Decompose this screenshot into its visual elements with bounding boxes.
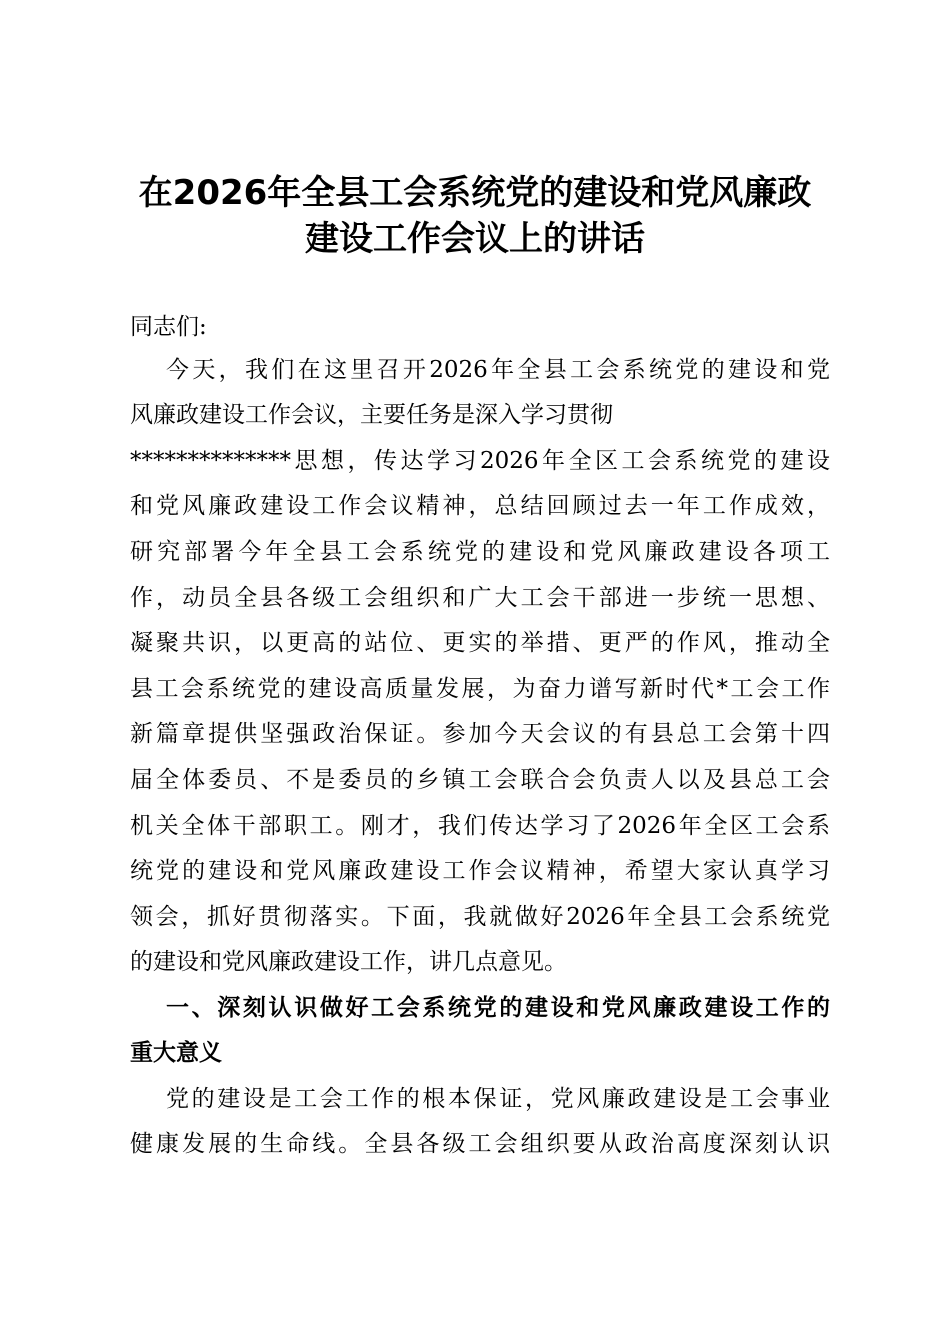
salutation: 同志们:	[130, 314, 207, 340]
paragraph-1-line: 凝聚共识，以更高的站位、更实的举措、更严的作风，推动全	[130, 630, 830, 656]
paragraph-2-line: 健康发展的生命线。全县各级工会组织要从政治高度深刻认识	[130, 1131, 830, 1157]
document-title-line-1: 在2026年全县工会系统党的建设和党风廉政	[138, 173, 812, 213]
paragraph-1-line: 机关全体干部职工。刚才，我们传达学习了2026年全区工会系	[130, 813, 830, 839]
paragraph-1-line: 届全体委员、不是委员的乡镇工会联合会负责人以及县总工会	[130, 767, 830, 793]
paragraph-1-line: 的建设和党风廉政建设工作，讲几点意见。	[130, 949, 567, 975]
paragraph-1-line: 统党的建设和党风廉政建设工作会议精神，希望大家认真学习	[130, 858, 830, 884]
paragraph-1-line: 县工会系统党的建设高质量发展，为奋力谱写新时代*工会工作	[130, 676, 830, 702]
section-heading-1: 重大意义	[130, 1040, 222, 1066]
paragraph-1-line: 和党风廉政建设工作会议精神，总结回顾过去一年工作成效，	[130, 493, 830, 519]
paragraph-1-line: 研究部署今年全县工会系统党的建设和党风廉政建设各项工	[130, 539, 830, 565]
document-title-line-2: 建设工作会议上的讲话	[305, 219, 645, 259]
paragraph-2-line: 党的建设是工会工作的根本保证，党风廉政建设是工会事业	[166, 1086, 830, 1112]
paragraph-1-line: **************思想，传达学习2026年全区工会系统党的建设	[130, 448, 830, 474]
paragraph-1-line: 作，动员全县各级工会组织和广大工会干部进一步统一思想、	[130, 585, 830, 611]
paragraph-1-line: 风廉政建设工作会议，主要任务是深入学习贯彻	[130, 402, 613, 428]
paragraph-1-line: 领会，抓好贯彻落实。下面，我就做好2026年全县工会系统党	[130, 904, 830, 930]
section-heading-1: 一、深刻认识做好工会系统党的建设和党风廉政建设工作的	[166, 995, 830, 1021]
paragraph-1-line: 今天，我们在这里召开2026年全县工会系统党的建设和党	[166, 357, 830, 383]
paragraph-1-line: 新篇章提供坚强政治保证。参加今天会议的有县总工会第十四	[130, 721, 830, 747]
